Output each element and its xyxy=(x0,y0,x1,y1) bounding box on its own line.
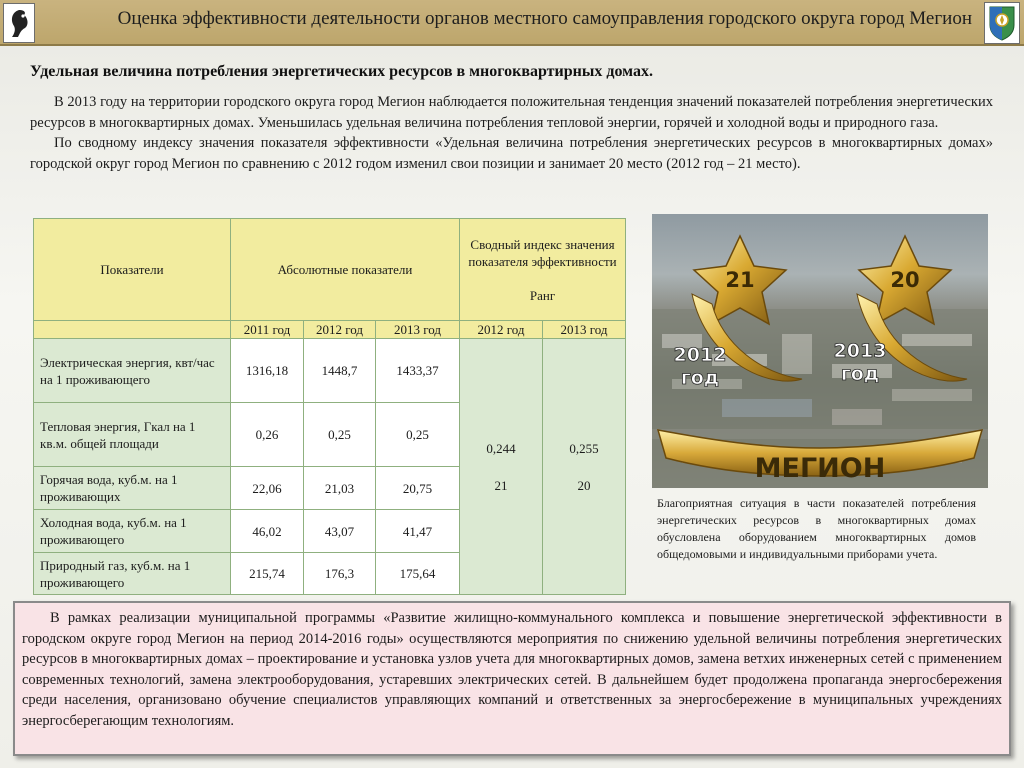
header-summary-index xyxy=(460,219,626,321)
summary-2013-cell xyxy=(543,339,626,595)
summary-rank-2013: 20 xyxy=(577,477,591,493)
banner-city-name: МЕГИОН xyxy=(754,453,886,484)
presentation-title: Оценка эффективности деятельности органов местного самоуправления городского округа город Мегион xyxy=(117,8,972,29)
star-2013-rank: 20 xyxy=(890,268,920,292)
city-aerial-photo xyxy=(652,214,988,488)
star-2012-year-word: год xyxy=(680,367,720,389)
energy-indicators-table xyxy=(33,218,626,595)
cell-2013: 0,25 xyxy=(376,403,460,467)
header-year-2013: 2013 год xyxy=(376,321,460,339)
header-index-year-2013: 2013 год xyxy=(543,321,626,339)
header-absolute-values: Абсолютные показатели xyxy=(231,219,460,321)
cell-2013: 1433,37 xyxy=(376,339,460,403)
cell-2013: 41,47 xyxy=(376,510,460,553)
row-label: Электрическая энергия, квт/час на 1 проживающего xyxy=(34,339,231,403)
program-summary-box: В рамках реализации муниципальной программы «Развитие жилищно-коммунального комплекса и повышение энергетической эффективности в городском округе город Мегион на период 2014-2016 годы» осуществляются мероприятия по снижению удельной величины потребления энергетических ресурсов в многоквартирных домах – проектирование и установка узлов учета для многоквартирных домов, замена ветхих инженерных сетей с применением современных технологий, замена электрооборудования, устаревших электрических сетей. В дальнейшем будет продолжена пропаганда энергосбережения среди населения, организовано обучение специалистов управляющих компаний и ответственных за энергосбережение в муниципальных учреждениях энергосберегающим технологиям. xyxy=(13,601,1011,756)
table-row-electricity xyxy=(34,339,626,403)
cell-2011: 46,02 xyxy=(231,510,304,553)
star-2012-rank: 21 xyxy=(725,268,755,292)
cell-2012: 43,07 xyxy=(304,510,376,553)
cell-2012: 21,03 xyxy=(304,467,376,510)
photo-caption: Благоприятная ситуация в части показателей потребления энергетических ресурсов в многоквартирных домах обусловлена оборудованием многоквартирных домов общедомовыми и индивидуальными приборами учета. xyxy=(657,496,976,561)
star-2013-year-word: год xyxy=(840,363,880,385)
star-2013-year: 2013 xyxy=(833,340,887,362)
cell-2011: 22,06 xyxy=(231,467,304,510)
row-label: Тепловая энергия, Гкал на 1 кв.м. общей площади xyxy=(34,403,231,467)
intro-paragraph-2: По сводному индексу значения показателя эффективности «Удельная величина потребления энергетических ресурсов в многоквартирных домах» городской округ город Мегион по сравнению с 2012 годом изменил свои позиции и занимает 20 место (2012 год – 21 место). xyxy=(30,135,993,172)
cell-2012: 0,25 xyxy=(304,403,376,467)
cell-2011: 215,74 xyxy=(231,553,304,595)
header-year-2011: 2011 год xyxy=(231,321,304,339)
header-bar xyxy=(0,0,1024,46)
summary-rank-2012: 21 xyxy=(494,477,508,493)
cell-2012: 1448,7 xyxy=(304,339,376,403)
row-label: Горячая вода, куб.м. на 1 проживающих xyxy=(34,467,231,510)
summary-index-2013: 0,255 xyxy=(569,440,599,456)
cell-2011: 1316,18 xyxy=(231,339,304,403)
summary-index-2012: 0,244 xyxy=(486,440,516,456)
cell-2013: 175,64 xyxy=(376,553,460,595)
header-blank xyxy=(34,321,231,339)
intro-text xyxy=(30,92,993,174)
cell-2011: 0,26 xyxy=(231,403,304,467)
header-year-2012: 2012 год xyxy=(304,321,376,339)
header-rank-label: Ранг xyxy=(529,287,556,303)
city-emblem-logo xyxy=(3,3,35,43)
header-index-title: Сводный индекс значения показателя эффективности xyxy=(468,236,617,269)
summary-2012-cell xyxy=(460,339,543,595)
row-label: Природный газ, куб.м. на 1 проживающего xyxy=(34,553,231,595)
cell-2012: 176,3 xyxy=(304,553,376,595)
intro-paragraph-1: В 2013 году на территории городского округа город Мегион наблюдается положительная тенденция значений показателей потребления энергетических ресурсов в многоквартирных домах. Уменьшилась удельная величина потребления тепловой энергии, горячей и холодной воды и природного газа. xyxy=(30,94,993,131)
row-label: Холодная вода, куб.м. на 1 проживающего xyxy=(34,510,231,553)
region-coat-of-arms-logo xyxy=(984,2,1020,44)
cell-2013: 20,75 xyxy=(376,467,460,510)
header-indicators: Показатели xyxy=(34,219,231,321)
star-2012-year: 2012 xyxy=(673,344,727,366)
section-heading: Удельная величина потребления энергетических ресурсов в многоквартирных домах. xyxy=(30,63,653,80)
header-index-year-2012: 2012 год xyxy=(460,321,543,339)
